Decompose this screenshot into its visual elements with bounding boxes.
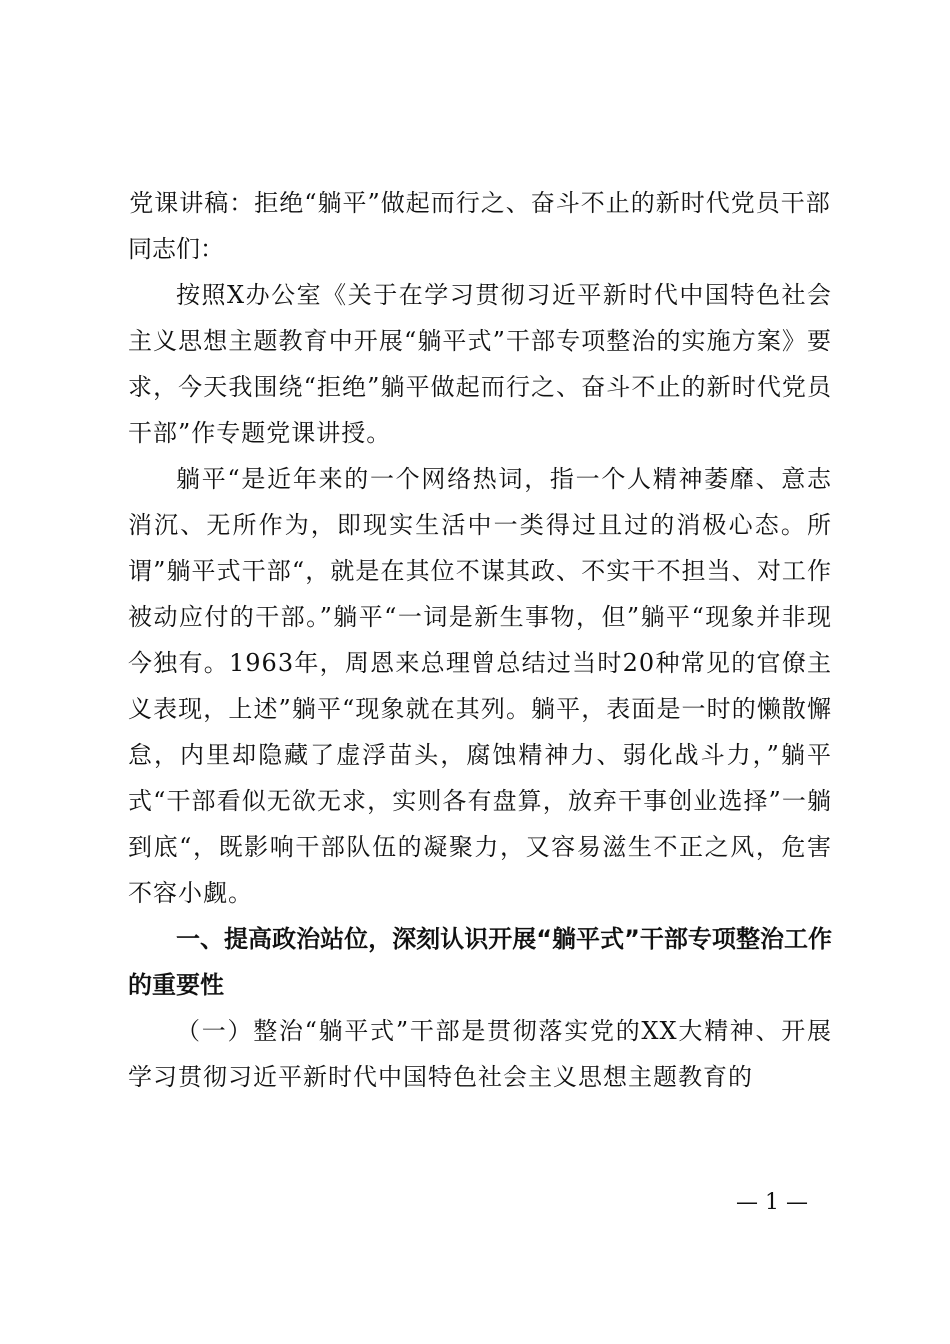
document-body: [128, 180, 832, 1100]
document-title: 党课讲稿：拒绝“躺平”做起而行之、奋斗不止的新时代党员干部: [129, 189, 831, 217]
page-number-text: — 1 —: [736, 1190, 808, 1215]
page-number: [0, 1190, 950, 1215]
salutation: 同志们：: [128, 235, 224, 263]
subsection-paragraph: （一）整治“躺平式”干部是贯彻落实党的XX大精神、开展学习贯彻习近平新时代中国特色社会主义思想主题教育的: [128, 1017, 832, 1091]
paragraph-intro: 按照X办公室《关于在学习贯彻习近平新时代中国特色社会主义思想主题教育中开展“躺平式”干部专项整治的实施方案》要求，今天我围绕“拒绝”躺平做起而行之、奋斗不止的新时代党员干部”作专题党课讲授。: [128, 281, 832, 447]
section-heading: 一、提高政治站位，深刻认识开展“躺平式”干部专项整治工作的重要性: [128, 925, 832, 999]
paragraph-definition: 躺平“是近年来的一个网络热词，指一个人精神萎靡、意志消沉、无所作为，即现实生活中一类得过且过的消极心态。所谓”躺平式干部“，就是在其位不谋其政、不实干不担当、对工作被动应付的干部。”躺平“一词是新生事物，但”躺平“现象并非现今独有。1963年，周恩来总理曾总结过当时20种常见的官僚主义表现，上述”躺平“现象就在其列。躺平，表面是一时的懒散懈怠，内里却隐藏了虚浮苗头，腐蚀精神力、弱化战斗力，”躺平式“干部看似无欲无求，实则各有盘算，放弃干事创业选择”一躺到底“，既影响干部队伍的凝聚力，又容易滋生不正之风，危害不容小觑。: [128, 465, 832, 907]
